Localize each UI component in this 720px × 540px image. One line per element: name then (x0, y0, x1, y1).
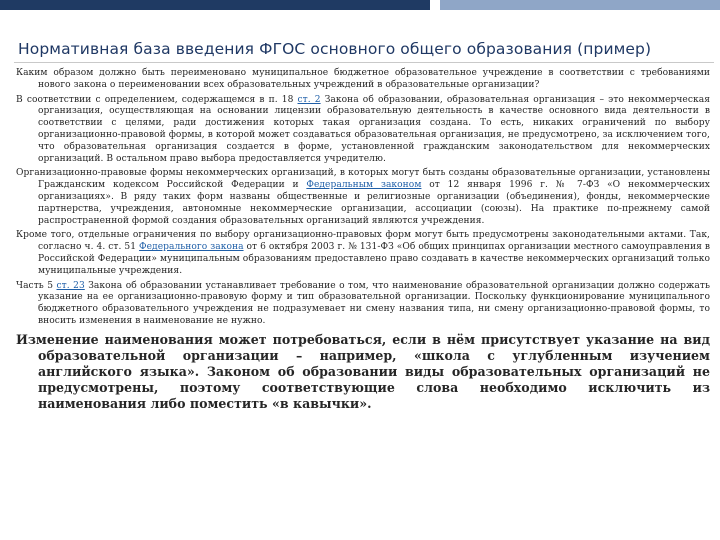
paragraph-question (16, 68, 710, 92)
conclusion-paragraph: Изменение наименования может потребоваться, если в нём присутствует указание на вид образовательной организации – например, «школа с углубленным изучением английского языка». Законом об образовании виды образовательных организаций не предусмотрены, поэтому соответствующие слова необходимо исключить из наименования либо поместить «в кавычки». (16, 331, 710, 411)
paragraph-text: от 6 октября 2003 г. № 131-ФЗ «Об общих принципах организации местного самоуправления в Российской Федерации» муниципальным образованиям предоставлено право создавать в качестве некоммерческих организаций только муниципальные учреждения. (38, 242, 710, 276)
link-article-23[interactable]: ст. 23 (56, 280, 85, 291)
paragraph-text: Закона об образовании устанавливает требование о том, что наименование образовательной организации должно содержать указание на ее организационно-правовую форму и тип образовательной организации. Поскольку функционирование муниципального бюджетного образовательного учреждения не подразумевает ни смену названия типа, ни смену организационно-правовой формы, то вносить изменения в наименование не нужно. (38, 280, 710, 326)
paragraph-naming-requirement (16, 281, 710, 328)
link-article-2[interactable]: ст. 2 (297, 94, 321, 105)
top-decorative-bar (0, 0, 720, 10)
paragraph-restrictions (16, 230, 710, 277)
top-bar-light-segment (440, 0, 720, 10)
top-bar-dark-segment (0, 0, 430, 10)
paragraph-text: Закона об образовании, образовательная организация – это некоммерческая организация, осуществляющая на основании лицензии образовательную деятельность в качестве основного вида деятельности в соответствии с целями, ради достижения которых такая организация создана. То есть, никаких ограничений по выбору организационно-правовой формы, в которой может создаваться образовательная организация, не предусмотрено, за исключением того, что образовательная организация создается в форме, установленной гражданским законодательством для некоммерческих организаций. В остальном право выбора предоставляется учредителю. (38, 94, 710, 164)
title-divider (14, 62, 714, 63)
paragraph-text: В соответствии с определением, содержащемся в п. 18 (16, 94, 298, 105)
paragraph-text: Часть 5 (16, 280, 57, 291)
paragraph-legal-forms (16, 168, 710, 227)
paragraph-text: от 12 января 1996 г. № 7-ФЗ «О некоммерческих организациях». В ряду таких форм названы общественные и религиозные организации (объединения), фонды, некоммерческие партнерства, учреждения, автономные некоммерческие организации, ассоциации (союзы). На практике по-прежнему самой распространенной формой создания образовательных организаций являются учреждения. (38, 180, 710, 226)
paragraph-definition (16, 95, 710, 166)
link-federal-law-131fz[interactable]: Федерального закона (139, 242, 244, 253)
slide-title: Нормативная база введения ФГОС основного общего образования (пример) (18, 40, 652, 58)
link-federal-law-7fz[interactable]: Федеральным законом (306, 180, 422, 191)
paragraph-text: Каким образом должно быть переименовано муниципальное бюджетное образовательное учреждение в соответствии с требованиями нового закона о переименовании всех образовательных учреждений в образовательные организации? (16, 68, 710, 90)
slide-content (16, 68, 710, 412)
paragraph-text: Организационно-правовые формы некоммерческих организаций, в которых могут быть созданы образовательные организации, установлены Гражданским кодексом Российской Федерации и (16, 168, 710, 191)
top-bar-separator (430, 0, 440, 10)
paragraph-text: Кроме того, отдельные ограничения по выбору организационно-правовых форм могут быть предусмотрены законодательными актами. Так, согласно ч. 4. ст. 51 (16, 230, 710, 253)
